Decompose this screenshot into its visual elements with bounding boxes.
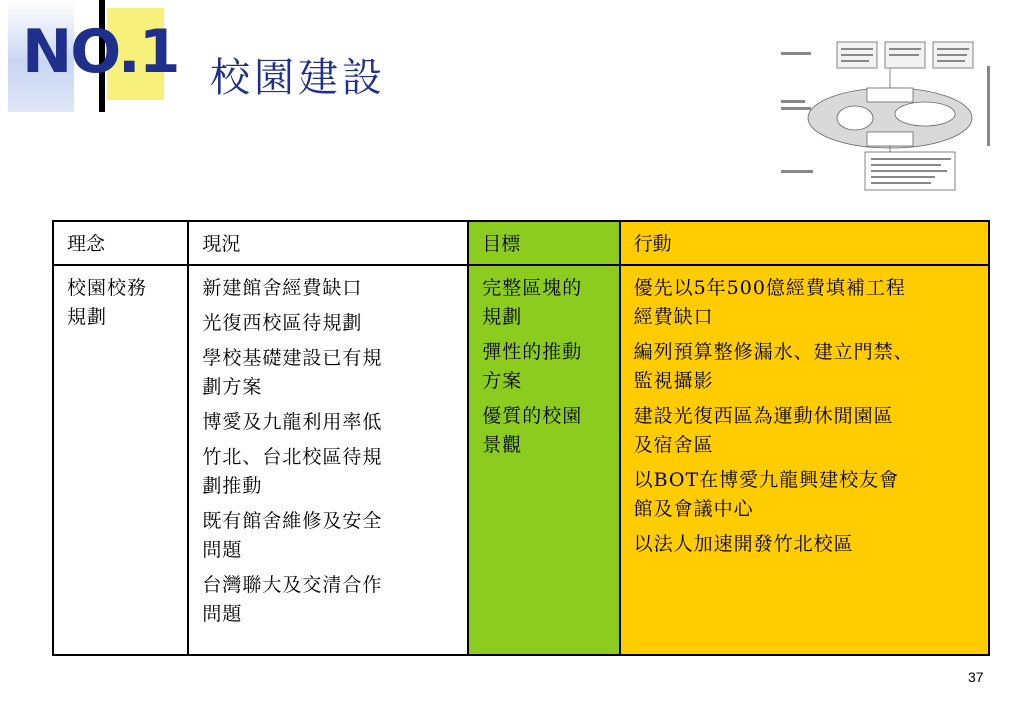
action-item-line: 館及會議中心: [633, 498, 754, 520]
goal-item-line: 彈性的推動: [482, 341, 583, 363]
action-item: [634, 466, 988, 524]
action-cell: [621, 266, 988, 559]
slide-number-label: NO.1: [22, 17, 179, 87]
status-cell: [189, 266, 467, 629]
header-goal: 目標: [469, 222, 618, 266]
status-item: [202, 507, 461, 565]
status-item: [202, 344, 461, 402]
action-item-line: 經費缺口: [633, 306, 714, 328]
status-item-line: 劃方案: [202, 376, 263, 398]
action-item: [634, 274, 988, 332]
status-column: [189, 222, 469, 654]
page-number: 37: [968, 669, 984, 685]
status-item-line: 問題: [202, 539, 243, 561]
goal-item: [482, 274, 612, 332]
header-concept: 理念: [54, 222, 187, 266]
action-item-line: 監視攝影: [633, 370, 714, 392]
action-item-line: 及宿舍區: [633, 434, 714, 456]
status-item-line: 劃推動: [202, 475, 263, 497]
concept-column: [54, 222, 189, 654]
concept-line: 校園校務: [67, 277, 148, 299]
status-item: 博愛及九龍利用率低: [202, 411, 383, 433]
campus-plan-table: [52, 220, 990, 656]
status-item: [202, 443, 461, 501]
goal-item-line: 完整區塊的: [482, 277, 583, 299]
status-item-line: 學校基礎建設已有規: [202, 347, 383, 369]
ecosystem-diagram-image: [775, 36, 997, 192]
header-action: 行動: [621, 222, 988, 266]
header-status: 現況: [189, 222, 467, 266]
status-item: [202, 571, 461, 629]
action-item-line: 建設光復西區為運動休閒園區: [633, 405, 894, 427]
status-item-line: 台灣聯大及交清合作: [202, 574, 383, 596]
action-item: [634, 402, 988, 460]
action-item-line: 優先以5年500億經費填補工程: [633, 277, 906, 299]
action-column: [621, 222, 988, 654]
goal-item: [482, 402, 612, 460]
action-item: 以法人加速開發竹北校區: [633, 533, 854, 555]
slide-title: 校園建設: [210, 55, 386, 101]
goal-cell: [469, 266, 618, 460]
status-item-line: 既有館舍維修及安全: [202, 510, 383, 532]
goal-item-line: 方案: [482, 370, 523, 392]
status-item: 光復西校區待規劃: [202, 312, 363, 334]
action-item-line: 以BOT在博愛九龍興建校友會: [633, 469, 900, 491]
status-item-line: 問題: [202, 603, 243, 625]
status-item: 新建館舍經費缺口: [202, 277, 363, 299]
action-item: [634, 338, 988, 396]
goal-item-line: 景觀: [482, 434, 523, 456]
action-item-line: 編列預算整修漏水、建立門禁、: [633, 341, 914, 363]
goal-column: [469, 222, 620, 654]
goal-item: [482, 338, 612, 396]
goal-item-line: 規劃: [482, 306, 523, 328]
status-item-line: 竹北、台北校區待規: [202, 446, 383, 468]
goal-item-line: 優質的校園: [482, 405, 583, 427]
concept-cell: [54, 266, 187, 332]
concept-line: 規劃: [67, 306, 108, 328]
